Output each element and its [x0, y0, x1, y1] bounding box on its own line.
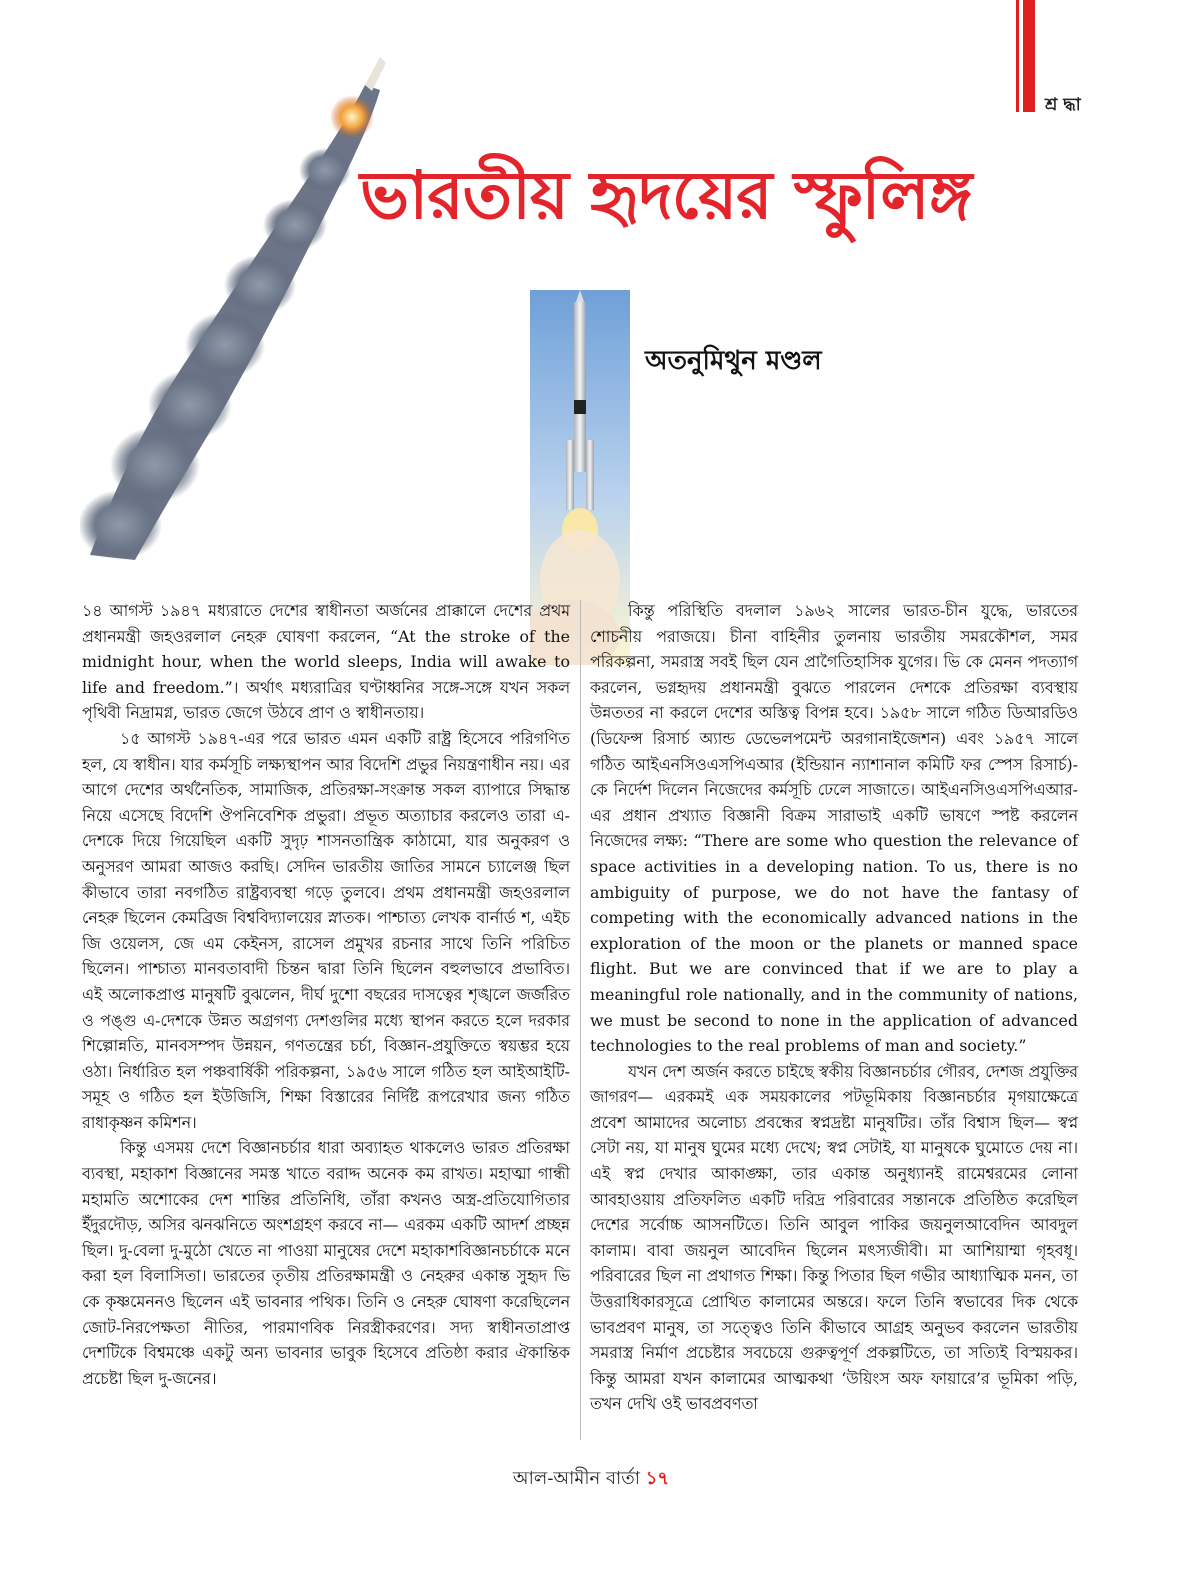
right-column [590, 598, 1078, 1417]
magazine-name: আল-আমীন বার্তা [512, 1468, 640, 1489]
paragraph: ১৪ আগস্ট ১৯৪৭ মধ্যরাতে দেশের স্বাধীনতা অর্জনের প্রাক্কালে দেশের প্রথম প্রধানমন্ত্রী জহওরলাল নেহরু ঘোষণা করলেন, “At the stroke of the midnight hour, when the world sleeps, India will awake to life and freedom.”। অর্থাৎ মধ্যরাত্রির ঘণ্টাধ্বনির সঙ্গে-সঙ্গে যখন সকল পৃথিবী নিদ্রামগ্ন, ভারত জেগে উঠবে প্রাণ ও স্বাধীনতায়। [82, 601, 570, 723]
paragraph: কিন্তু এসময় দেশে বিজ্ঞানচর্চার ধারা অব্যাহত থাকলেও ভারত প্রতিরক্ষা ব্যবস্থা, মহাকাশ বিজ্ঞানের সমস্ত খাতে বরাদ্দ অনেক কম রাখত। মহাত্মা গান্ধী মহামতি অশোকের দেশ শান্তির প্রতিনিধি, তাঁরা কখনও অস্ত্র-প্রতিযোগিতার ইঁদুরদৌড়, অসির ঝনঝনিতে অংশগ্রহণ করবে না— এরকম একটি আদর্শ প্রচ্ছন্ন ছিল। দু-বেলা দু-মুঠো খেতে না পাওয়া মানুষের দেশে মহাকাশবিজ্ঞানচর্চাকে মনে করা হল বিলাসিতা। ভারতের তৃতীয় প্রতিরক্ষামন্ত্রী ও নেহরুর একান্ত সুহৃদ ভি কে কৃষ্ণমেননও ছিলেন এই ভাবনার পথিক। তিনি ও নেহরু ঘোষণা করেছিলেন জোট-নিরপেক্ষতা নীতির, পারমাণবিক নিরস্ত্রীকরণের। সদ্য স্বাধীনতাপ্রাপ্ত দেশটিকে বিশ্বমঞ্চে একটু অন্য ভাবনার ভাবুক হিসেবে প্রতিষ্ঠা করার ঐকান্তিক প্রচেষ্টা ছিল দু-জনের। [82, 1138, 570, 1388]
page-footer [0, 1464, 1182, 1495]
article-title: ভারতীয় হৃদয়ের স্ফুলিঙ্গ [360, 157, 972, 234]
decor-bar [1023, 0, 1035, 112]
section-label: শ্র দ্ধা [1045, 95, 1081, 115]
paragraph: ১৫ আগস্ট ১৯৪৭-এর পরে ভারত এমন একটি রাষ্ট্র হিসেবে পরিগণিত হল, যে স্বাধীন। যার কর্মসূচি লক্ষ্যস্থাপন আর বিদেশি প্রভুর নিয়ন্ত্রণাধীন নয়। এর আগে দেশের অর্থনৈতিক, সামাজিক, প্রতিরক্ষা-সংক্রান্ত সকল ব্যাপারে সিদ্ধান্ত নিয়ে এসেছে বিদেশি ঔপনিবেশিক প্রভুরা। প্রভূত অত্যাচার করলেও তারা এ-দেশকে দিয়ে গিয়েছিল একটি সুদৃঢ় শাসনতান্ত্রিক কাঠামো, যার অনুকরণ ও অনুসরণ আমরা আজও করছি। সেদিন ভারতীয় জাতির সামনে চ্যালেঞ্জ ছিল কীভাবে তারা নবগঠিত রাষ্ট্রব্যবস্থা গড়ে তুলবে। প্রথম প্রধানমন্ত্রী জহওরলাল নেহরু ছিলেন কেমব্রিজ বিশ্ববিদ্যালয়ের স্নাতক। পাশ্চাত্য লেখক বার্নার্ড শ, এইচ জি ওয়েলস, জে এম কেইনস, রাসেল প্রমুখর রচনার সাথে তিনি পরিচিত ছিলেন। পাশ্চাত্য মানবতাবাদী চিন্তন দ্বারা তিনি ছিলেন বহুলভাবে প্রভাবিত। এই অলোকপ্রাপ্ত মানুষটি বুঝলেন, দীর্ঘ দুশো বছরের দাসত্বের শৃঙ্খলে জর্জরিত ও পঙ্গু এ-দেশকে উন্নত অগ্রগণ্য দেশগুলির মধ্যে স্থাপন করতে হলে দরকার শিল্পোন্নতি, মানবসম্পদ উন্নয়ন, গণতন্ত্রের চর্চা, বিজ্ঞান-প্রযুক্তিতে স্বয়ম্ভর হয়ে ওঠা। নির্ধারিত হল পঞ্চবার্ষিকী পরিকল্পনা, ১৯৫৬ সালে গঠিত হল আইআইটি-সমূহ ও গঠিত হল ইউজিসি, শিক্ষা বিস্তারের নির্দিষ্ট রূপরেখার জন্য গঠিত রাধাকৃষ্ণন কমিশন। [82, 728, 570, 1132]
paragraph: কিন্তু পরিস্থিতি বদলাল ১৯৬২ সালের ভারত-চীন যুদ্ধে, ভারতের শোচনীয় পরাজয়ে। চীনা বাহিনীর তুলনায় ভারতীয় সমরকৌশল, সমর পরিকল্পনা, সমরাস্ত্র সবই ছিল যেন প্রাগৈতিহাসিক যুগের। ভি কে মেনন পদত্যাগ করলেন, ভগ্নহৃদয় প্রধানমন্ত্রী বুঝতে পারলেন দেশকে প্রতিরক্ষা ব্যবস্থায় উন্নততর না করলে দেশের অস্তিত্ব বিপন্ন হবে। ১৯৫৮ সালে গঠিত ডিআরডিও (ডিফেন্স রিসার্চ অ্যান্ড ডেভেলপমেন্ট অরগানাইজেশন) এবং ১৯৫৭ সালে গঠিত আইএনসিওএসপিএআর (ইন্ডিয়ান ন্যাশানাল কমিটি ফর স্পেস রিসার্চ)-কে নির্দেশ দিলেন নিজেদের কর্মসূচি ঢেলে সাজাতে। আইএনসিওএসপিএআর-এর প্রধান প্রখ্যাত বিজ্ঞানী বিক্রম সারাভাই একটি ভাষণে স্পষ্ট করলেন নিজেদের লক্ষ্য: “There are some who question the relevance of space activities in a developing nation. To us, there is no ambiguity of purpose, we do not have the fantasy of competing with the economically advanced nations in the exploration of the moon or the planets or manned space flight. But we are convinced that if we are to play a meaningful role nationally, and in the community of nations, we must be second to none in the application of advanced technologies to the real problems of man and society.” [590, 601, 1078, 1056]
page-number: ১৭ [645, 1468, 670, 1489]
rocket-launch-image [80, 55, 410, 560]
paragraph: যখন দেশ অর্জন করতে চাইছে স্বকীয় বিজ্ঞানচর্চার গৌরব, দেশজ প্রযুক্তির জাগরণ— এরকমই এক সময়কালের পটভূমিকায় বিজ্ঞানচর্চার মৃগয়াক্ষেত্রে প্রবেশ আমাদের অলোচ্য প্রবন্ধের স্বপ্নদ্রষ্টা মানুষটির। তাঁর বিশ্বাস ছিল— স্বপ্ন সেটা নয়, যা মানুষ ঘুমের মধ্যে দেখে; স্বপ্ন সেটাই, যা মানুষকে ঘুমোতে দেয় না। এই স্বপ্ন দেখার আকাঙ্ক্ষা, তার একান্ত অনুধ্যানই রামেশ্বরমের লোনা আবহাওয়ায় প্রতিফলিত একটি দরিদ্র পরিবারের সন্তানকে প্রতিষ্ঠিত করেছিল দেশের সর্বোচ্চ আসনটিতে। তিনি আবুল পাকির জয়নুলআবেদিন আবদুল কালাম। বাবা জয়নুল আবেদিন ছিলেন মৎস্যজীবী। মা আশিয়াম্মা গৃহবধূ। পরিবারের ছিল না প্রথাগত শিক্ষা। কিন্তু পিতার ছিল গভীর আধ্যাত্মিক মনন, তা উত্তরাধিকারসূত্রে প্রোথিত কালামের অন্তরে। ফলে তিনি স্বভাবের দিক থেকে ভাবপ্রবণ মানুষ, তা সত্ত্বেও তিনি কীভাবে আগ্রহ অনুভব করলেন ভারতীয় সমরাস্ত্র নির্মাণ প্রচেষ্টার সবচেয়ে গুরুত্বপূর্ণ প্রকল্পটিতে, তা সত্যিই বিস্ময়কর। কিন্তু আমরা যখন কালামের আত্মকথা ‘উয়িংস অফ ফায়ারে’র ভূমিকা পড়ি, তখন দেখি ওই ভাবপ্রবণতা [590, 1061, 1078, 1414]
left-column [82, 598, 570, 1391]
author-name: অতনুমিথুন মণ্ডল [645, 346, 822, 376]
column-divider [580, 600, 581, 1440]
decor-bar-thin [1016, 0, 1019, 112]
